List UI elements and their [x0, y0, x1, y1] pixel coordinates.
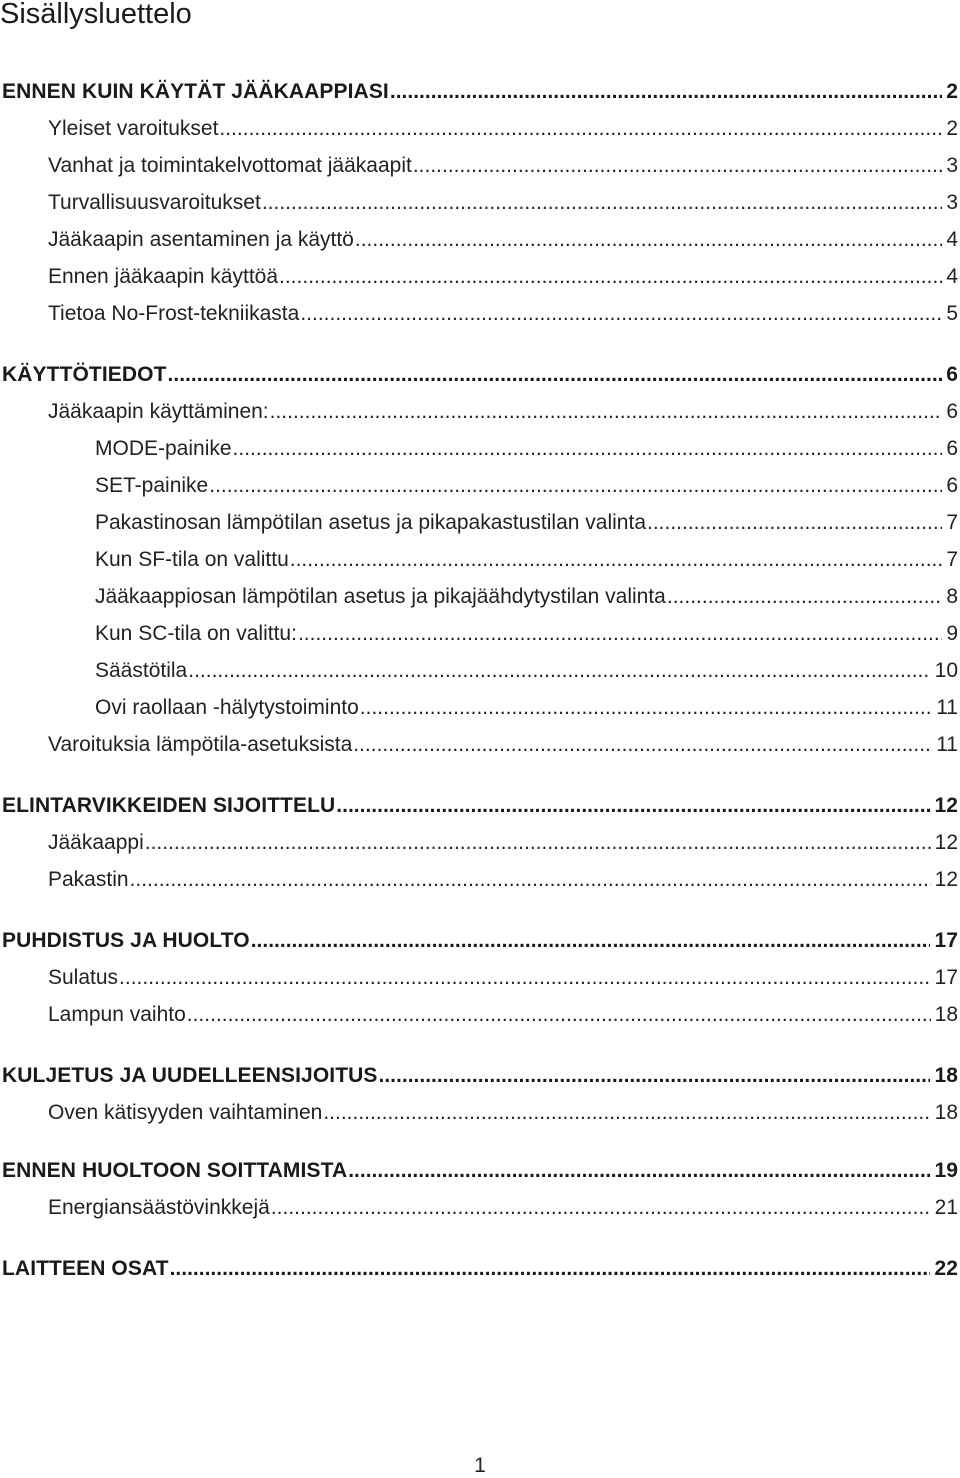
- toc-entry-page: 2: [946, 117, 958, 140]
- toc-entry-page: 4: [946, 265, 958, 288]
- toc-entry-label: Lampun vaihto: [48, 1003, 186, 1026]
- toc-entry-page: 17: [934, 929, 958, 952]
- toc-entry-label: Oven kätisyyden vaihtaminen: [48, 1101, 323, 1124]
- toc-entry-label: Jääkaappi: [48, 831, 144, 854]
- toc-section-heading[interactable]: [2, 1154, 958, 1184]
- toc-entry[interactable]: [48, 961, 958, 991]
- toc-entry-label: Säästötila: [95, 659, 188, 682]
- toc-dot-leader: [299, 301, 942, 327]
- toc-entry[interactable]: [48, 395, 958, 425]
- toc-dot-leader: [118, 965, 931, 991]
- toc-dot-leader: [232, 436, 943, 462]
- toc-dot-leader: [208, 473, 942, 499]
- toc-entry-label: ELINTARVIKKEIDEN SIJOITTELU: [2, 794, 336, 817]
- toc-entry-label: LAITTEEN OSAT: [2, 1257, 169, 1280]
- toc-entry-page: 8: [946, 585, 958, 608]
- toc-entry-page: 6: [946, 474, 958, 497]
- toc-entry[interactable]: [48, 186, 958, 216]
- toc-entry-label: Varoituksia lämpötila-asetuksista: [48, 733, 353, 756]
- toc-dot-leader: [144, 830, 931, 856]
- page-number: 1: [474, 1454, 486, 1477]
- toc-entry-label: Pakastinosan lämpötilan asetus ja pikapakastustilan valinta: [95, 511, 646, 534]
- toc-entry-page: 3: [946, 191, 958, 214]
- toc-entry-label: ENNEN HUOLTOON SOITTAMISTA: [2, 1159, 348, 1182]
- toc-entry-page: 10: [934, 659, 958, 682]
- toc-dot-leader: [270, 1195, 931, 1221]
- toc-dot-leader: [347, 1158, 930, 1184]
- toc-entry[interactable]: [48, 149, 958, 179]
- toc-entry-label: KÄYTTÖTIEDOT: [2, 363, 167, 386]
- toc-entry[interactable]: [95, 543, 958, 573]
- toc-entry-label: Ennen jääkaapin käyttöä: [48, 265, 279, 288]
- toc-dot-leader: [297, 621, 942, 647]
- toc-entry-page: 12: [934, 831, 958, 854]
- toc-dot-leader: [269, 399, 943, 425]
- toc-entry-label: SET-painike: [95, 474, 209, 497]
- toc-dot-leader: [335, 793, 930, 819]
- toc-dot-leader: [186, 1002, 931, 1028]
- toc-dot-leader: [322, 1100, 930, 1126]
- toc-entry-page: 3: [946, 154, 958, 177]
- toc-dot-leader: [129, 867, 931, 893]
- page-title: Sisällysluettelo: [0, 0, 192, 30]
- toc-dot-leader: [378, 1063, 931, 1089]
- toc-entry-page: 18: [934, 1064, 958, 1087]
- toc-entry[interactable]: [95, 580, 958, 610]
- toc-entry-label: Ovi raollaan -hälytystoiminto: [95, 696, 359, 719]
- toc-dot-leader: [389, 79, 942, 105]
- toc-entry-page: 19: [934, 1159, 958, 1182]
- toc-entry-page: 7: [946, 511, 958, 534]
- toc-section-heading[interactable]: [2, 358, 958, 388]
- toc-section-heading[interactable]: [2, 75, 958, 105]
- toc-entry-page: 17: [934, 966, 958, 989]
- toc-entry[interactable]: [48, 1191, 958, 1221]
- toc-entry[interactable]: [48, 297, 958, 327]
- toc-entry-label: Jääkaapin asentaminen ja käyttö: [48, 228, 354, 251]
- toc-entry-page: 12: [934, 868, 958, 891]
- toc-entry-page: 18: [934, 1003, 958, 1026]
- toc-section-heading[interactable]: [2, 924, 958, 954]
- toc-entry[interactable]: [95, 506, 958, 536]
- toc-entry-label: ENNEN KUIN KÄYTÄT JÄÄKAAPPIASI: [2, 80, 389, 103]
- toc-entry[interactable]: [48, 260, 958, 290]
- toc-entry[interactable]: [95, 691, 958, 721]
- toc-dot-leader: [354, 227, 942, 253]
- toc-section-heading[interactable]: [2, 1059, 958, 1089]
- toc-entry[interactable]: [48, 826, 958, 856]
- toc-dot-leader: [250, 928, 931, 954]
- toc-entry-page: 9: [946, 622, 958, 645]
- toc-entry-page: 5: [946, 302, 958, 325]
- toc-dot-leader: [412, 153, 942, 179]
- toc-entry[interactable]: [48, 223, 958, 253]
- toc-entry-label: Sulatus: [48, 966, 119, 989]
- toc-dot-leader: [167, 362, 943, 388]
- toc-entry-label: Jääkaappiosan lämpötilan asetus ja pikajäähdytystilan valinta: [95, 585, 666, 608]
- toc-entry[interactable]: [48, 112, 958, 142]
- toc-dot-leader: [187, 658, 930, 684]
- toc-entry-label: Energiansäästövinkkejä: [48, 1196, 270, 1219]
- toc-entry-page: 6: [946, 437, 958, 460]
- toc-entry[interactable]: [95, 654, 958, 684]
- toc-entry[interactable]: [95, 617, 958, 647]
- toc-entry-label: Tietoa No-Frost-tekniikasta: [48, 302, 300, 325]
- toc-entry-page: 21: [934, 1196, 958, 1219]
- toc-entry-page: 18: [934, 1101, 958, 1124]
- toc-dot-leader: [289, 547, 943, 573]
- toc-entry-label: Kun SC-tila on valittu:: [95, 622, 297, 645]
- toc-entry-page: 11: [936, 696, 958, 719]
- toc-entry-page: 7: [946, 548, 958, 571]
- toc-entry-page: 6: [946, 363, 958, 386]
- toc-entry-page: 6: [946, 400, 958, 423]
- toc-entry-page: 4: [946, 228, 958, 251]
- toc-entry-label: MODE-painike: [95, 437, 232, 460]
- toc-entry[interactable]: [48, 728, 958, 758]
- toc-entry[interactable]: [95, 432, 958, 462]
- toc-dot-leader: [169, 1256, 931, 1282]
- toc-entry-label: Turvallisuusvaroitukset: [48, 191, 261, 214]
- toc-entry-page: 2: [946, 80, 958, 103]
- toc-dot-leader: [666, 584, 942, 610]
- toc-entry-label: Jääkaapin käyttäminen:: [48, 400, 269, 423]
- toc-entry-label: Vanhat ja toimintakelvottomat jääkaapit: [48, 154, 412, 177]
- toc-dot-leader: [359, 695, 932, 721]
- toc-entry-label: Pakastin: [48, 868, 129, 891]
- toc-entry-label: PUHDISTUS JA HUOLTO: [2, 929, 250, 952]
- toc-entry[interactable]: [95, 469, 958, 499]
- toc-dot-leader: [261, 190, 943, 216]
- toc-entry-label: Kun SF-tila on valittu: [95, 548, 289, 571]
- toc-section-heading[interactable]: [2, 1252, 958, 1282]
- toc-dot-leader: [352, 732, 932, 758]
- toc-entry-page: 12: [934, 794, 958, 817]
- toc-entry[interactable]: [48, 863, 958, 893]
- toc-entry[interactable]: [48, 1096, 958, 1126]
- toc-entry-page: 11: [936, 733, 958, 756]
- toc-entry[interactable]: [48, 998, 958, 1028]
- toc-entry-page: 22: [934, 1257, 958, 1280]
- toc-dot-leader: [218, 116, 942, 142]
- toc-section-heading[interactable]: [2, 789, 958, 819]
- toc-entry-label: KULJETUS JA UUDELLEENSIJOITUS: [2, 1064, 378, 1087]
- toc-dot-leader: [646, 510, 942, 536]
- toc-entry-label: Yleiset varoitukset: [48, 117, 219, 140]
- toc-dot-leader: [278, 264, 942, 290]
